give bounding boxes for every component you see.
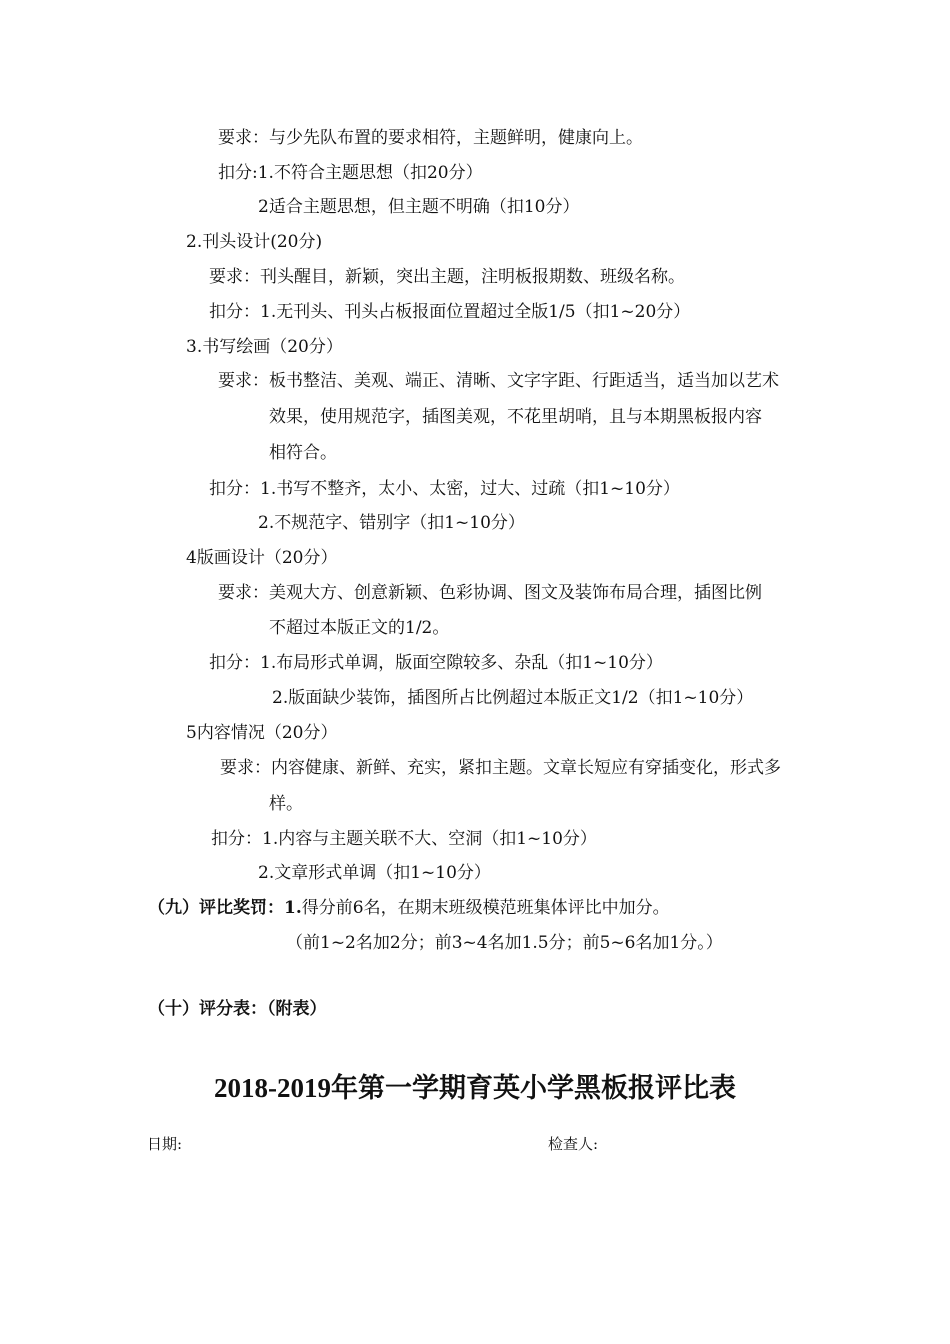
deduction-line: 扣分：1.书写不整齐，太小、太密，过大、过疏（扣1~10分） [209,479,680,499]
table-title: 2018-2019年第一学期育英小学黑板报评比表 [214,1073,736,1103]
requirement-line: 样。 [269,794,303,814]
rewards-text: 得分前6名，在期末班级模范班集体评比中加分。 [301,898,670,918]
rewards-detail: （前1~2名加2分；前3~4名加1.5分；前5~6名加1分。） [286,933,723,953]
deduction-line: 扣分:1.不符合主题思想（扣20分） [218,163,483,183]
deduction-line: 2适合主题思想，但主题不明确（扣10分） [258,197,580,217]
deduction-line: 扣分：1.布局形式单调，版面空隙较多、杂乱（扣1~10分） [209,653,663,673]
deduction-line: 2.不规范字、错别字（扣1~10分） [258,513,525,533]
requirement-line: 要求：板书整洁、美观、端正、清晰、文字字距、行距适当，适当加以艺术 [218,371,779,391]
section-heading: 4版画设计（20分） [186,548,338,568]
requirement-line: 效果，使用规范字，插图美观，不花里胡哨，且与本期黑板报内容 [269,407,762,427]
requirement-line: 不超过本版正文的1/2。 [269,618,450,638]
requirement-line: 相符合。 [269,443,337,463]
rewards-heading: （九）评比奖罚：1. [148,898,302,918]
section-heading: 3.书写绘画（20分） [186,337,343,357]
requirement-line: 要求：刊头醒目，新颖，突出主题，注明板报期数、班级名称。 [209,267,685,287]
score-table-heading: （十）评分表：（附表） [148,999,327,1019]
requirement-line: 要求：美观大方、创意新颖、色彩协调、图文及装饰布局合理，插图比例 [218,583,762,603]
deduction-line: 2.文章形式单调（扣1~10分） [258,863,491,883]
deduction-line: 扣分：1.内容与主题关联不大、空洞（扣1~10分） [211,829,597,849]
requirement-line: 要求：内容健康、新鲜、充实，紧扣主题。文章长短应有穿插变化，形式多 [220,758,781,778]
deduction-line: 2.版面缺少装饰，插图所占比例超过本版正文1/2（扣1~10分） [272,688,754,708]
rewards-line [148,897,670,919]
inspector-label: 检查人: [548,1135,599,1153]
requirement-line: 要求：与少先队布置的要求相符，主题鲜明，健康向上。 [218,128,643,148]
date-label: 日期: [147,1135,183,1153]
section-heading: 2.刊头设计(20分) [186,232,323,252]
section-heading: 5内容情况（20分） [186,723,338,743]
deduction-line: 扣分：1.无刊头、刊头占板报面位置超过全版1/5（扣1~20分） [209,302,691,322]
